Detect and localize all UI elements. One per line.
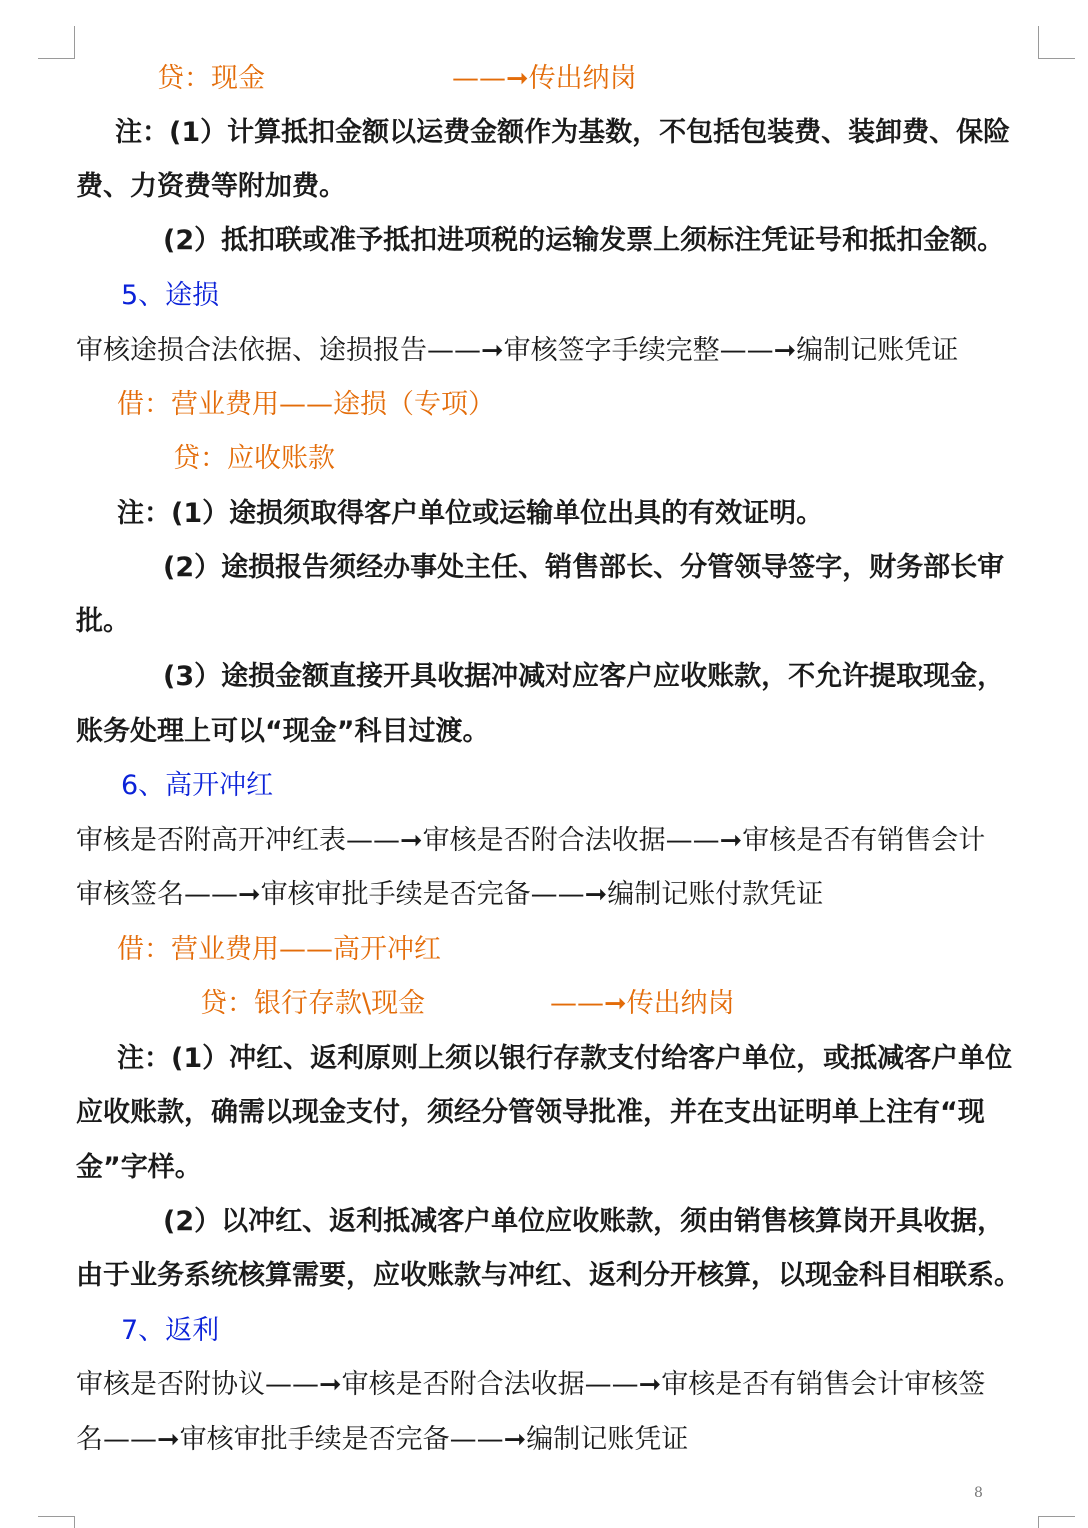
note-text: 由于业务系统核算需要，应收账款与冲红、返利分开核算，以现金科目相联系。 [76, 1260, 1021, 1291]
process-flow: 审核是否附协议——➞审核是否附合法收据——➞审核是否有销售会计审核签 [76, 1369, 986, 1400]
crop-mark [38, 1516, 75, 1517]
crop-mark [74, 26, 75, 58]
note-text: 批。 [76, 606, 130, 637]
note-text: (2）以冲红、返利抵减客户单位应收账款，须由销售核算岗开具收据， [163, 1206, 1005, 1237]
note-text: (3）途损金额直接开具收据冲减对应客户应收账款，不允许提取现金， [163, 661, 1005, 692]
note-text: 注：(1）冲红、返利原则上须以银行存款支付给客户单位，或抵减客户单位 [117, 1043, 1013, 1074]
section-heading-rebate: 7、返利 [121, 1315, 220, 1346]
crop-mark [38, 58, 75, 59]
process-flow: 审核签名——➞审核审批手续是否完备——➞编制记账付款凭证 [76, 879, 824, 910]
credit-entry-cash: 贷：现金 [157, 63, 265, 94]
note-text: 注：(1）途损须取得客户单位或运输单位出具的有效证明。 [117, 498, 824, 529]
note-text: 应收账款，确需以现金支付，须经分管领导批准，并在支出证明单上注有“现 [76, 1097, 985, 1128]
process-flow: 审核途损合法依据、途损报告——➞审核签字手续完整——➞编制记账凭证 [76, 335, 959, 366]
page-number: 8 [974, 1485, 983, 1501]
crop-mark [74, 1516, 75, 1528]
transfer-to-cashier: ——➞传出纳岗 [550, 988, 735, 1019]
debit-entry: 借：营业费用——途损（专项） [117, 389, 495, 420]
section-heading-high-invoice-reversal: 6、高开冲红 [121, 770, 274, 801]
note-text: (2）途损报告须经办事处主任、销售部长、分管领导签字，财务部长审 [163, 552, 1005, 583]
note-text: (2）抵扣联或准予抵扣进项税的运输发票上须标注凭证号和抵扣金额。 [163, 225, 1005, 256]
crop-mark [1038, 58, 1075, 59]
credit-entry: 贷：银行存款\现金 [200, 988, 426, 1019]
crop-mark [1038, 1516, 1075, 1517]
credit-entry: 贷：应收账款 [173, 443, 335, 474]
note-text: 费、力资费等附加费。 [76, 171, 346, 202]
note-text: 注：(1）计算抵扣金额以运费金额作为基数，不包括包装费、装卸费、保险 [115, 117, 1011, 148]
debit-entry: 借：营业费用——高开冲红 [117, 934, 441, 965]
crop-mark [1038, 1516, 1039, 1528]
crop-mark [1038, 26, 1039, 58]
process-flow: 审核是否附高开冲红表——➞审核是否附合法收据——➞审核是否有销售会计 [76, 825, 986, 856]
note-text: 金”字样。 [76, 1152, 202, 1183]
process-flow: 名——➞审核审批手续是否完备——➞编制记账凭证 [76, 1424, 689, 1455]
note-text: 账务处理上可以“现金”科目过渡。 [76, 716, 490, 747]
transfer-to-cashier: ——➞传出纳岗 [452, 63, 637, 94]
section-heading-transit-loss: 5、途损 [121, 280, 220, 311]
